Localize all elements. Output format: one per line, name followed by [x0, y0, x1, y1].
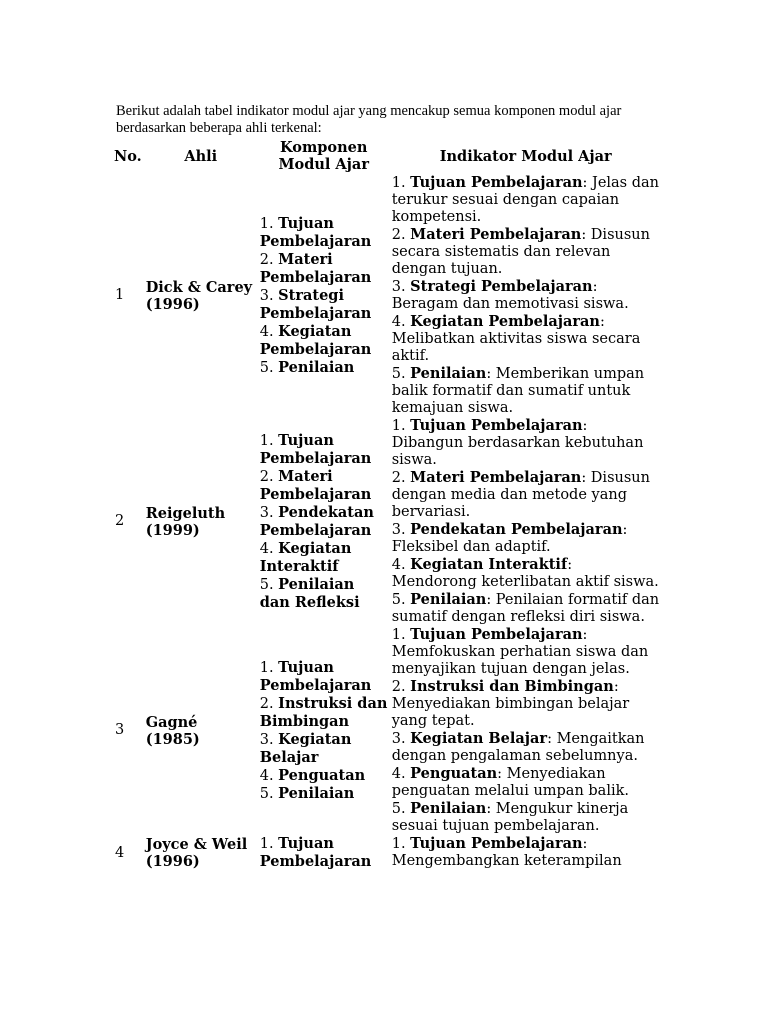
indikator-title: Penilaian — [410, 365, 487, 382]
komponen-title: Materi Pembelajaran — [259, 250, 372, 286]
indikator-item — [392, 800, 660, 835]
komponen-title: Penilaian — [278, 784, 355, 802]
indikator-title: Materi Pembelajaran — [410, 469, 582, 486]
table-row — [112, 626, 662, 835]
indikator-cell — [390, 626, 662, 835]
indikator-description: : Mengukur kinerja sesuai tujuan pembelajaran. — [391, 801, 629, 834]
komponen-title: Tujuan Pembelajaran — [259, 658, 372, 694]
indikator-number: 3. — [391, 279, 411, 295]
komponen-number: 2. — [259, 251, 279, 268]
indikator-title: Instruksi dan Bimbingan — [410, 678, 614, 695]
indikator-item — [392, 835, 660, 870]
ahli-name: Gagné (1985) — [145, 713, 200, 748]
komponen-title: Kegiatan Belajar — [259, 730, 352, 766]
ahli-name: Reigeluth (1999) — [145, 504, 226, 539]
indikator-item — [392, 521, 660, 556]
table-header-row — [112, 138, 662, 174]
komponen-number: 3. — [259, 504, 279, 521]
indikator-title: Materi Pembelajaran — [410, 226, 582, 243]
indikator-cell — [390, 835, 662, 871]
komponen-title: Pendekatan Pembelajaran — [259, 503, 374, 539]
indikator-item — [392, 365, 660, 417]
komponen-number: 2. — [259, 468, 279, 485]
indikator-item — [392, 765, 660, 800]
indikator-number: 5. — [391, 801, 411, 817]
komponen-item — [260, 504, 388, 540]
table-row — [112, 174, 662, 417]
indikator-description: : Penilaian formatif dan sumatif dengan refleksi diri siswa. — [391, 592, 660, 625]
indikator-number: 1. — [391, 627, 411, 643]
indikator-description: : Mendorong keterlibatan aktif siswa. — [391, 557, 659, 590]
indikator-title: Tujuan Pembelajaran — [410, 626, 583, 643]
komponen-cell — [258, 835, 390, 871]
komponen-item — [260, 835, 388, 871]
indikator-number: 4. — [391, 766, 411, 782]
indikator-number: 1. — [391, 836, 411, 852]
komponen-item — [260, 695, 388, 731]
indikator-number: 1. — [391, 175, 411, 191]
ahli-name: Joyce & Weil (1996) — [145, 836, 248, 870]
indikator-description: : Dibangun berdasarkan kebutuhan siswa. — [391, 418, 644, 468]
indikator-description: : Beragam dan memotivasi siswa. — [391, 279, 629, 312]
komponen-cell — [258, 626, 390, 835]
indikator-title: Penilaian — [410, 591, 487, 608]
indikator-title: Penguatan — [410, 765, 498, 782]
indikator-description: : Memfokuskan perhatian siswa dan menyajikan tujuan dengan jelas. — [391, 627, 649, 677]
indikator-description: : Mengaitkan dengan pengalaman sebelumnya. — [391, 731, 645, 764]
komponen-title: Materi Pembelajaran — [259, 467, 372, 503]
indikator-number: 2. — [391, 679, 411, 695]
komponen-item — [260, 785, 388, 803]
komponen-number: 4. — [259, 323, 279, 340]
komponen-number: 5. — [259, 576, 279, 593]
komponen-title: Penilaian — [278, 358, 355, 376]
komponen-title: Strategi Pembelajaran — [259, 286, 372, 322]
komponen-item — [260, 659, 388, 695]
indikator-number: 4. — [391, 314, 411, 330]
indikator-description: : Menyediakan bimbingan belajar yang tepat. — [391, 679, 630, 729]
komponen-item — [260, 359, 388, 377]
komponen-number: 1. — [259, 659, 279, 676]
indikator-item — [392, 226, 660, 278]
komponen-item — [260, 287, 388, 323]
indikator-description: : Disusun secara sistematis dan relevan dengan tujuan. — [391, 227, 650, 277]
komponen-item — [260, 576, 388, 612]
komponen-number: 2. — [259, 695, 279, 712]
row-number: 2 — [115, 513, 125, 529]
komponen-cell — [258, 174, 390, 417]
indikator-cell — [390, 174, 662, 417]
row-number: 1 — [115, 287, 125, 303]
indikator-number: 3. — [391, 731, 411, 747]
indikator-number: 1. — [391, 418, 411, 434]
komponen-item — [260, 468, 388, 504]
komponen-title: Penilaian dan Refleksi — [259, 575, 360, 611]
indikator-number: 2. — [391, 227, 411, 243]
komponen-title: Penguatan — [278, 766, 366, 784]
komponen-number: 5. — [259, 359, 279, 376]
indikator-item — [392, 174, 660, 226]
komponen-item — [260, 540, 388, 576]
indikator-item — [392, 591, 660, 626]
ahli-name: Dick & Carey (1996) — [145, 278, 253, 313]
row-number: 4 — [115, 844, 125, 861]
indikator-item — [392, 278, 660, 313]
indikator-number: 4. — [391, 557, 411, 573]
indikator-item — [392, 626, 660, 678]
indikator-item — [392, 469, 660, 521]
indikator-description: : Memberikan umpan balik formatif dan sumatif untuk kemajuan siswa. — [391, 366, 645, 416]
indikator-title: Tujuan Pembelajaran — [410, 174, 583, 191]
komponen-item — [260, 323, 388, 359]
indikator-number: 5. — [391, 592, 411, 608]
header-komponen: Komponen Modul Ajar — [278, 139, 369, 173]
komponen-number: 4. — [259, 540, 279, 557]
komponen-title: Tujuan Pembelajaran — [259, 835, 372, 870]
indikator-title: Tujuan Pembelajaran — [410, 835, 583, 852]
intro-paragraph: Berikut adalah tabel indikator modul ajar yang mencakup semua komponen modul ajar berdasarkan beberapa ahli terkenal: — [116, 102, 622, 136]
indikator-title: Tujuan Pembelajaran — [410, 417, 583, 434]
komponen-number: 4. — [259, 767, 279, 784]
komponen-item — [260, 215, 388, 251]
table-row — [112, 417, 662, 626]
komponen-number: 1. — [259, 215, 279, 232]
indikator-title: Penilaian — [410, 800, 487, 817]
header-indikator: Indikator Modul Ajar — [439, 147, 612, 165]
indikator-description: : Menyediakan penguatan melalui umpan balik. — [391, 766, 630, 799]
indikator-title: Kegiatan Belajar — [410, 730, 548, 747]
indikator-number: 3. — [391, 522, 411, 538]
komponen-number: 1. — [259, 836, 279, 852]
indikator-number: 5. — [391, 366, 411, 382]
indikator-description: : Jelas dan terukur sesuai dengan capaian kompetensi. — [391, 175, 660, 225]
komponen-item — [260, 731, 388, 767]
row-number: 3 — [115, 722, 125, 738]
komponen-item — [260, 251, 388, 287]
komponen-number: 5. — [259, 785, 279, 802]
header-no: No. — [114, 147, 142, 165]
komponen-title: Tujuan Pembelajaran — [259, 431, 372, 467]
komponen-number: 3. — [259, 731, 279, 748]
indikator-cell — [390, 417, 662, 626]
indikator-title: Pendekatan Pembelajaran — [410, 521, 623, 538]
indikator-title: Strategi Pembelajaran — [410, 278, 593, 295]
komponen-number: 3. — [259, 287, 279, 304]
indikator-description: : Disusun dengan media dan metode yang bervariasi. — [391, 470, 650, 520]
indikator-item — [392, 678, 660, 730]
indikator-item — [392, 417, 660, 469]
indikator-description: : Melibatkan aktivitas siswa secara aktif. — [391, 314, 641, 364]
indikator-item — [392, 730, 660, 765]
komponen-title: Kegiatan Interaktif — [259, 539, 352, 575]
indikator-number: 2. — [391, 470, 411, 486]
table-row — [112, 835, 662, 871]
header-ahli: Ahli — [184, 147, 218, 165]
komponen-title: Kegiatan Pembelajaran — [259, 322, 372, 358]
komponen-number: 1. — [259, 432, 279, 449]
komponen-cell — [258, 417, 390, 626]
indikator-table — [112, 138, 662, 871]
komponen-item — [260, 767, 388, 785]
indikator-item — [392, 556, 660, 591]
komponen-title: Instruksi dan Bimbingan — [259, 694, 388, 730]
indikator-title: Kegiatan Interaktif — [410, 556, 568, 573]
komponen-title: Tujuan Pembelajaran — [259, 214, 372, 250]
komponen-item — [260, 432, 388, 468]
indikator-item — [392, 313, 660, 365]
indikator-description: : Mengembangkan keterampilan — [391, 836, 622, 869]
indikator-title: Kegiatan Pembelajaran — [410, 313, 600, 330]
indikator-description: : Fleksibel dan adaptif. — [391, 522, 628, 555]
